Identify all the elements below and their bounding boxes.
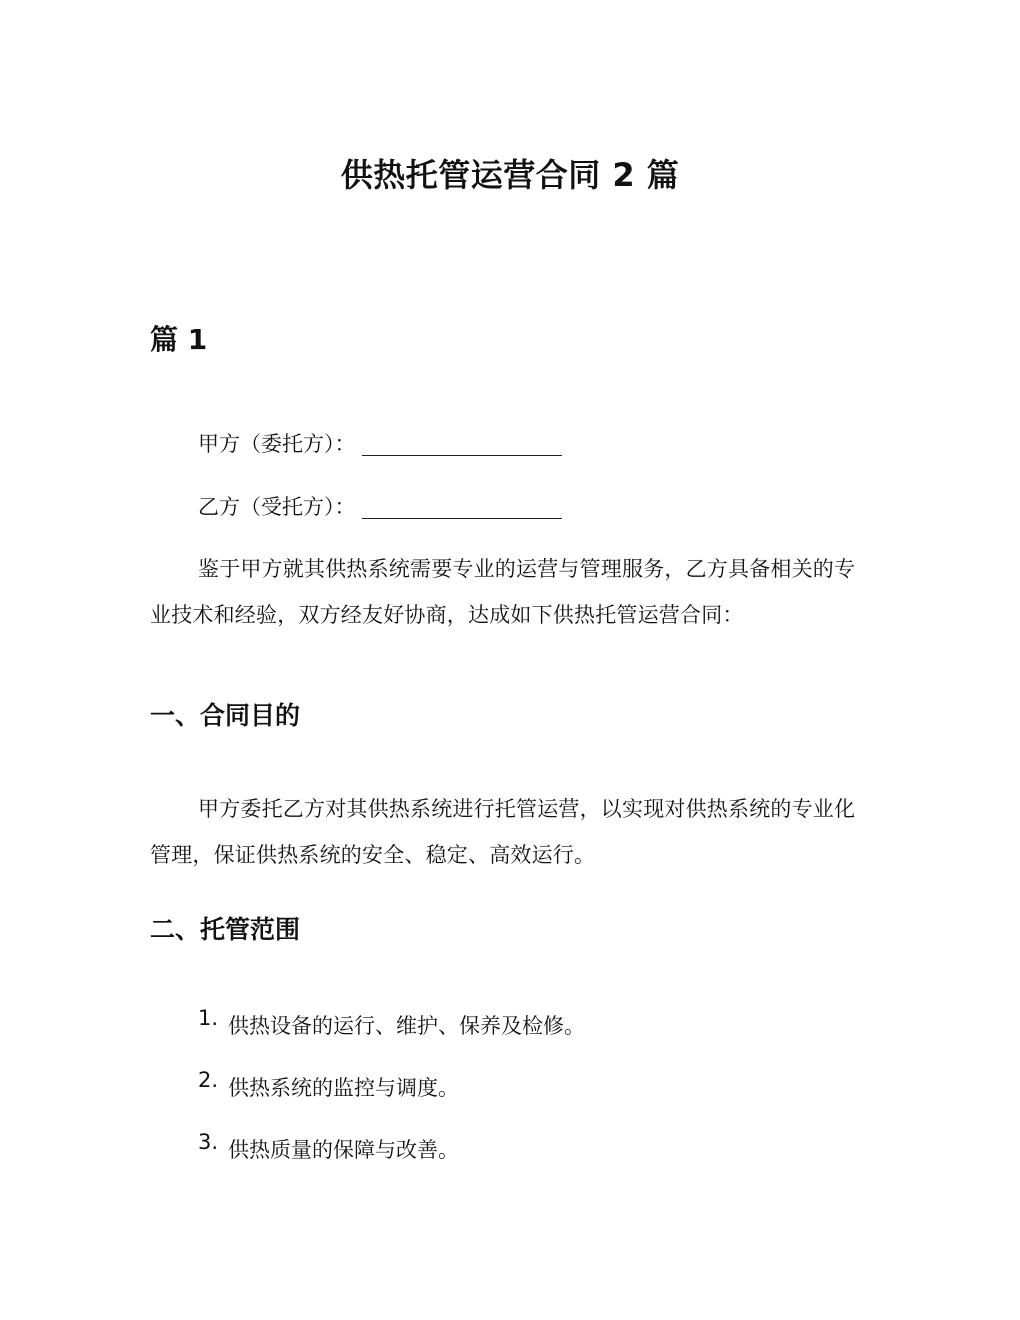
list-item-text: 供热系统的监控与调度。 [228, 1076, 459, 1100]
party-a-blank [362, 441, 562, 456]
clause-body-purpose: 甲方委托乙方对其供热系统进行托管运营，以实现对供热系统的专业化管理，保证供热系统的安全、稳定、高效运行。 [150, 797, 856, 867]
list-item [198, 1006, 585, 1040]
clause-heading-purpose: 一、合同目的 [150, 701, 301, 730]
party-b-line [198, 491, 562, 521]
party-a-label: 甲方（委托方）： [198, 432, 356, 456]
document-title: 供热托管运营合同 2 篇 [340, 156, 680, 194]
party-a-line [198, 428, 562, 458]
list-item-number: 1. [198, 1006, 219, 1030]
section-heading: 篇 1 [150, 323, 208, 356]
list-item-number: 2. [198, 1068, 219, 1092]
list-item-text: 供热设备的运行、维护、保养及检修。 [228, 1014, 585, 1038]
list-item-number: 3. [198, 1130, 219, 1154]
list-item [198, 1068, 459, 1102]
list-item [198, 1130, 459, 1164]
preamble-paragraph: 鉴于甲方就其供热系统需要专业的运营与管理服务，乙方具备相关的专业技术和经验，双方经友好协商，达成如下供热托管运营合同： [150, 557, 856, 627]
party-b-blank [362, 504, 562, 519]
party-b-label: 乙方（受托方）： [198, 495, 356, 519]
clause-heading-scope: 二、托管范围 [150, 915, 301, 944]
list-item-text: 供热质量的保障与改善。 [228, 1138, 459, 1162]
